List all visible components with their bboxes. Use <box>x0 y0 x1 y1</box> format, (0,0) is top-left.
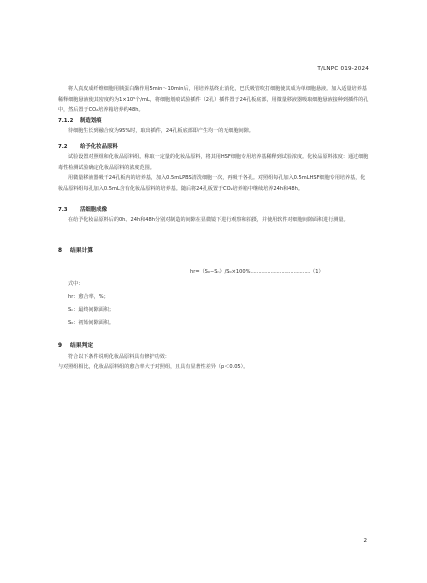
section-7-2-heading <box>58 142 118 150</box>
section-title: 给予化妆品原料 <box>80 144 118 150</box>
section-8-heading <box>58 245 93 254</box>
section-7-3-heading <box>58 205 107 213</box>
page-number: 2 <box>363 538 367 544</box>
section-number: 9 <box>58 343 63 349</box>
section-number: 7.3 <box>58 207 68 213</box>
section-title: 结果判定 <box>70 343 94 349</box>
section-7-1-2-heading <box>58 116 102 124</box>
section-title: 结果计算 <box>70 248 94 254</box>
section-9-heading <box>58 340 93 349</box>
section-title: 制造划痕 <box>80 118 102 124</box>
variable-definition: hr：愈合率，%； <box>68 294 109 300</box>
section-9-paragraph-2: 与对照组相比，化妆品原料组的愈合率大于对照组，且具有显著性差异（p＜0.05）。 <box>58 364 249 370</box>
section-7-2-paragraph-1: 试验设置对照组和化妆品原料组。称取一定量的化妆品原料，将其用HSF细胞专用培养基稀释到试验浓度。化妆品原料浓度：通过细胞毒性检测试验确定化妆品原料的浓度范围。 <box>58 154 369 171</box>
where-label: 式中： <box>68 281 84 287</box>
standard-code: T/LNPC 019-2024 <box>317 66 369 72</box>
section-number: 7.2 <box>58 144 68 150</box>
section-number: 8 <box>58 248 63 254</box>
variable-definition: Sₙ：最终间隙面积； <box>68 307 115 313</box>
formula-leader-dots: ………………………………… <box>250 269 311 275</box>
section-7-3-paragraph: 在给予化妆品原料后的0h、24h和48h分别对制造的间隙在显微镜下进行观察和拍摄，并使用软件对细胞间隙面积进行测量。 <box>68 217 349 223</box>
section-title: 活细胞成像 <box>80 207 107 213</box>
variable-definition: S₀：初始间隙面积。 <box>68 320 115 326</box>
section-7-1-2-paragraph: 待细胞生长到融合度为95%时，取出插件，24孔板底部即产生均一的无细胞间隙。 <box>68 128 254 134</box>
section-7-2-paragraph-2: 用微量移液器吸干24孔板内的培养基，加入0.5mLPBS清洗细胞一次，再吸干各孔。对照组每孔加入0.5mLHSF细胞专用培养基，化妆品原料组每孔加入0.5mL含有化妆品原料的培养基。随后将24孔板置于CO₂培养箱中继续培养24h和48h。 <box>58 175 366 192</box>
section-9-paragraph-1: 符合以下条件说明化妆品原料具有修护功效： <box>68 354 170 360</box>
intro-paragraph: 将人真皮成纤维细胞用胰蛋白酶作用5min～10min后，用培养基终止消化，巴氏吸管吹打细胞使其成为单细胞悬液。加入适量培养基稀释细胞悬液使其密度约为1×10⁵个/mL，将细胞划痕试验插件（2孔）插件置于24孔板底部，用微量移液器吸取细胞悬液接种到插件的孔中，然后置于CO₂培养箱培养约48h。 <box>58 86 369 113</box>
formula-1 <box>190 268 324 275</box>
section-number: 7.1.2 <box>58 118 74 124</box>
formula-number: （1） <box>310 269 324 275</box>
formula-expression: hr=（S₀−Sₙ）/S₀×100% <box>190 269 251 275</box>
